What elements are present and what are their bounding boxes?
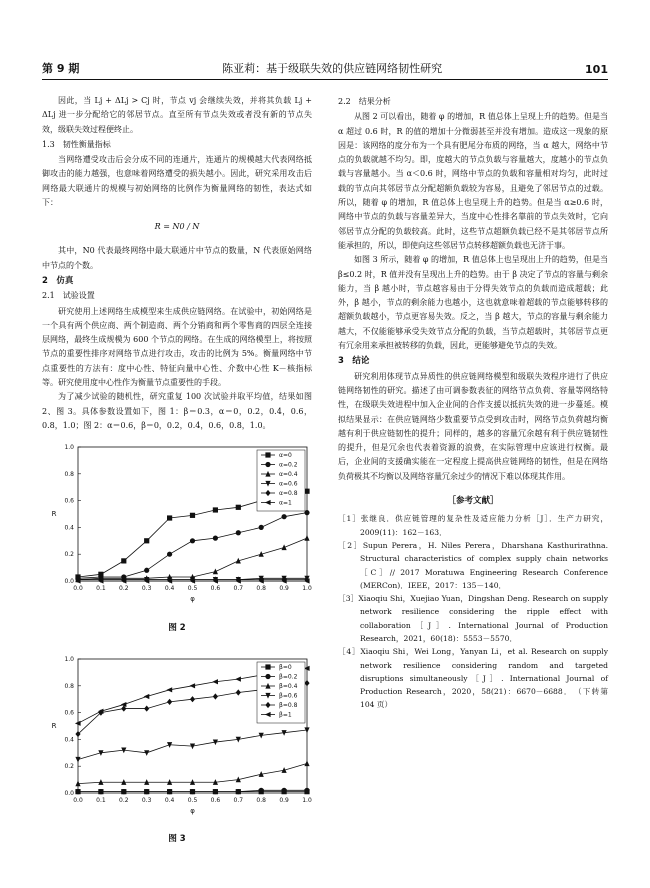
y-tick-label: 0.0	[64, 578, 74, 586]
paragraph-experiment-setup: 研究使用上述网络生成模型来生成供应链网络。在试验中，初始网络是一个具有两个供应商、两个制造商、两个分销商和两个零售商的四层全连接层网络，最终生成规模为 600 个节点的网络。在生成的网络模型上，将按照节点的重要性排序对网络节点进行攻击，攻击的比例为 5%。衡量网络中节点重要性的方法有：度中心性、特征向量中心性、介数中心性 K－核指标等。研究使用度中心性作为衡量节点重要性的手段。	[42, 306, 312, 388]
reference-item: ［3］Xiaoqiu Shi，Xuejiao Yuan，Dingshan Deng. Research on supply network resilience considering the ripple effect with collaboration［J］. International Journal of Production Research，2021，60(18)：5553－5570．	[338, 594, 608, 643]
data-point	[167, 699, 172, 705]
x-tick-label: 1.0	[302, 796, 312, 804]
legend-marker	[265, 462, 270, 467]
legend-label: β=0.2	[279, 673, 298, 681]
y-tick-label: 1.0	[64, 655, 74, 663]
section-heading-3: 3 结论	[338, 356, 370, 367]
legend-label: α=0.8	[279, 490, 298, 498]
data-point	[190, 696, 195, 702]
data-point	[282, 514, 287, 519]
x-tick-label: 0.0	[73, 796, 83, 804]
data-point	[189, 683, 195, 688]
y-axis-label: R	[51, 510, 57, 519]
legend-label: α=0.2	[279, 461, 298, 469]
issue-number: 第 9 期	[42, 62, 80, 75]
data-point	[167, 687, 173, 692]
legend-label: β=0.4	[279, 683, 298, 691]
x-tick-label: 0.6	[210, 585, 221, 593]
legend-marker	[265, 664, 270, 669]
legend-label: β=1	[279, 711, 292, 719]
data-point	[259, 788, 264, 793]
x-tick-label: 0.2	[119, 796, 129, 804]
figure-3-chart	[42, 651, 312, 821]
data-point	[167, 516, 172, 521]
x-tick-label: 0.4	[164, 796, 175, 804]
x-tick-label: 0.8	[256, 796, 266, 804]
figure-2-caption: 图 2	[168, 622, 186, 633]
x-tick-label: 0.5	[187, 585, 198, 593]
data-point	[304, 760, 309, 766]
y-axis-label: R	[51, 721, 57, 730]
x-axis-label: φ	[190, 806, 195, 815]
section-heading-2-2: 2.2 结果分析	[338, 97, 391, 106]
reference-item: ［1］张继良．供应链管理的复杂性及适应能力分析［J］．生产力研究，2009(11)：162－163．	[338, 514, 608, 537]
legend-marker	[265, 674, 270, 679]
data-point	[282, 545, 287, 551]
x-tick-label: 0.8	[256, 585, 266, 593]
x-tick-label: 0.7	[233, 796, 244, 804]
references-heading: ［参考文献］	[447, 496, 499, 507]
x-tick-label: 0.4	[164, 585, 175, 593]
data-point	[213, 789, 218, 794]
y-tick-label: 0.2	[64, 551, 74, 559]
section-heading-1-3: 1.3 韧性衡量指标	[42, 139, 111, 149]
data-point	[235, 676, 241, 681]
legend-label: α=0	[279, 452, 292, 460]
paragraph-figure-3-analysis: 如图 3 所示，随着 φ 的增加，R 值总体上也呈现出上升的趋势，但是当 β≤0.2 时，R 值并没有呈现出上升的趋势。由于 β 决定了节点的容量与剩余能力，当 β 越小时，节点越容易由于分得失效节点的负载而造成超载；此外，β 越小，节点的剩余能力也越小，这也就意味着超载的节点能够转移的超额负载越小，节点更容易失效。反之，当 β 越大，节点的容量与剩余能力越大，不仅能能够承受失效节点分配的负载，当节点超载时，其邻居节点更有冗余用来承担被转移的负载，因此，更能够避免节点的失效。	[338, 255, 608, 351]
y-tick-label: 0.4	[64, 524, 74, 532]
x-tick-label: 0.5	[187, 796, 198, 804]
paragraph-resilience-metric: 当网络遭受攻击后会分成不同的连通片，连通片的规模越大代表网络抵御攻击的能力越强，也意味着网络遭受的损失越小。因此，研究采用攻击后网络最大联通片的规模与初始网络的比例作为衡量网络的韧性，表达式如下：	[42, 155, 312, 208]
legend-label: α=0.6	[279, 480, 298, 488]
x-tick-label: 1.0	[302, 585, 312, 593]
legend-label: β=0.6	[279, 692, 298, 700]
data-point	[236, 689, 241, 695]
y-tick-label: 0.6	[64, 497, 74, 505]
y-tick-label: 0.2	[64, 763, 74, 771]
paragraph-parameters: 为了减少试验的随机性，研究重复 100 次试验并取平均值，结果如图 2、图 3。具体参数设置如下，图 1：β＝0.3，α＝0，0.2，0.4，0.6，0.8，1.0；图 2：α＝0.6，β＝0，0.2，0.4，0.6，0.8，1.0。	[42, 392, 312, 430]
running-header	[42, 60, 608, 80]
data-point	[121, 559, 126, 564]
data-point	[236, 505, 241, 510]
series-line	[78, 513, 307, 579]
section-heading-2: 2 仿真	[42, 275, 74, 286]
data-point	[304, 535, 309, 541]
data-point	[190, 789, 195, 794]
data-point	[144, 705, 149, 711]
x-tick-label: 0.1	[96, 796, 106, 804]
paragraph-formula-explanation: 其中，N0 代表最终网络中最大联通片中节点的数量，N 代表原始网络中节点的个数。	[42, 246, 312, 270]
running-title: 陈亚莉：基于级联失效的供应链网络韧性研究	[222, 62, 443, 75]
x-tick-label: 0.2	[119, 585, 129, 593]
y-tick-label: 0.8	[64, 471, 74, 479]
paragraph-conclusion: 研究利用体现节点异质性的供应链网络模型和级联失效程序进行了供应链网络韧性的研究。描述了由可调参数表征的网络节点负荷、容量等网络特性，在级联失效进程中加入企业间的合作支援以抵抗失效的进一步蔓延。模拟结果显示：在供应链网络少数重要节点受到攻击时，网络节点负荷越均衡越有利于供应链韧性的提升；同样的，越多的容量冗余越有利于供应链韧性的提升，但是冗余也代表着资源的浪费，在实际管理中应该进行权衡。最后，企业间的支援确实能在一定程度上提高供应链网络的韧性，但是在网络负荷极其不均衡以及网络容量冗余过少的情况下难以体现其作用。	[338, 371, 608, 481]
data-point	[144, 568, 149, 573]
x-tick-label: 0.7	[233, 585, 244, 593]
x-tick-label: 0.6	[210, 796, 221, 804]
data-point	[213, 536, 218, 541]
figure-2-chart	[42, 439, 312, 609]
y-tick-label: 1.0	[64, 444, 74, 452]
data-point	[213, 508, 218, 513]
data-point	[213, 693, 218, 699]
data-point	[282, 788, 287, 793]
reference-item: ［2］Supun Perera，H. Niles Perera，Dharshana Kasthurirathna. Structural characteristics of complex supply chain networks［C］// 2017 Moratuwa Engineering Research Conference (MERCon)．IEEE，2017：135－140．	[338, 540, 608, 590]
x-tick-label: 0.0	[73, 585, 83, 593]
legend-label: β=0	[279, 664, 292, 672]
y-tick-label: 0.4	[64, 736, 74, 744]
data-point	[213, 569, 218, 575]
data-point	[190, 513, 195, 518]
x-tick-label: 0.3	[141, 585, 152, 593]
data-point	[167, 552, 172, 557]
data-point	[236, 530, 241, 535]
data-point	[167, 789, 172, 794]
page-number: 101	[585, 63, 608, 76]
reference-item: ［4］Xiaoqiu Shi，Wei Long，Yanyan Li，et al. Research on supply network resilience considering random and targeted disruptions simultaneously［J］. International Journal of Production Research，2020，58(21)：6670－6688． （下转第 104 页）	[338, 647, 608, 710]
y-tick-label: 0.0	[64, 789, 74, 797]
x-tick-label: 0.1	[96, 585, 106, 593]
data-point	[259, 525, 264, 530]
data-point	[75, 757, 80, 763]
data-point	[236, 789, 241, 794]
resilience-formula: R = N0 / N	[154, 222, 200, 232]
legend-label: β=0.8	[279, 702, 298, 710]
left-column	[42, 94, 312, 856]
section-heading-2-1: 2.1 试验设置	[42, 291, 95, 301]
right-column	[338, 94, 608, 712]
data-point	[190, 538, 195, 543]
data-point	[144, 694, 150, 699]
data-point	[212, 679, 218, 684]
paragraph-figure-2-analysis: 从图 2 可以看出，随着 φ 的增加，R 值总体上呈现上升的趋势。但是当 α 超过 0.6 时，R 的值的增加十分微弱甚至并没有增加。造成这一现象的原因是：该网络的度分布为一个具有肥尾分布质的网络，当 α 越大，网络中节点的负载就越不均匀。即，度越大的节点负载与容量越大，度越小的节点负载与容量越小。当 α＜0.6 时，网络中节点的负载和容量相对均匀，此时过载的节点向其邻居节点分配超额负载较为容易，且避免了邻居节点的过载。所以，随着 φ 的增加，R 值总体上也呈现上升的趋势。但是当 α≥0.6 时，网络中节点的负载与容量差异大，当度中心性排名靠前的节点失效时，它向邻居节点分配的负载较高。此时，这些节点超额负载已经不是其邻居节点所能承担的，所以，即使向这些邻居节点转移超额负载也无济于事。	[338, 112, 608, 250]
x-tick-label: 0.3	[141, 796, 152, 804]
paragraph-cascade-end: 因此，当 Lj + ΔLj > Cj 时，节点 vj 会继续失效，并将其负载 Lj + ΔLj 进一步分配给它的邻居节点。直至所有节点失效或者没有新的节点失效，级联失效过程便终止。	[42, 96, 312, 134]
legend-label: α=1	[279, 499, 292, 507]
data-point	[98, 789, 103, 794]
series-line	[78, 538, 307, 580]
data-point	[75, 789, 80, 794]
data-point	[121, 789, 126, 794]
x-tick-label: 0.9	[279, 585, 289, 593]
data-point	[144, 750, 149, 756]
x-axis-label: φ	[190, 595, 195, 604]
x-tick-label: 0.9	[279, 796, 289, 804]
y-tick-label: 0.8	[64, 682, 74, 690]
figure-3-caption: 图 3	[168, 834, 186, 845]
data-point	[304, 788, 309, 793]
y-tick-label: 0.6	[64, 709, 74, 717]
legend-label: α=0.4	[279, 471, 298, 479]
data-point	[144, 538, 149, 543]
data-point	[144, 789, 149, 794]
legend-marker	[265, 453, 270, 458]
